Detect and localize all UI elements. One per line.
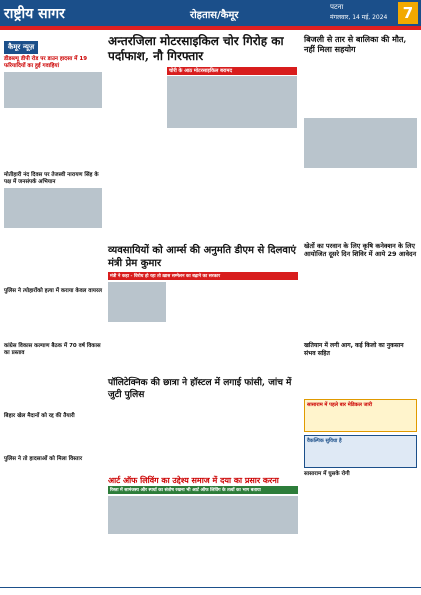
- article-body: [304, 170, 417, 240]
- headline-strap: रिस्ता में सामंजस्य और स्पर्धा का संतोष रखना भी आर्ट ऑफ लिविंग के तत्वों का भाग बताया: [108, 486, 298, 494]
- footer-rule: [0, 587, 421, 595]
- info-headline: वैकल्पिक सुविधा है: [307, 438, 342, 444]
- photo-caption-tag: चोरी के आठ मोटरसाइकिल बरामद: [167, 67, 297, 75]
- article-body: [304, 360, 417, 396]
- left-column: [4, 34, 102, 463]
- news-photo: [4, 188, 102, 228]
- article-body: [304, 56, 417, 116]
- article-body: [4, 297, 102, 341]
- article-body: [169, 282, 298, 322]
- logo: राष्ट्रीय सागर: [4, 6, 65, 22]
- article-body: [108, 403, 298, 473]
- ad-body: [307, 409, 414, 429]
- info-box: [304, 435, 417, 468]
- center-column: [108, 34, 298, 534]
- news-photo: [304, 118, 417, 168]
- region-title: रोहतास/कैमूर: [190, 10, 239, 21]
- article-body: [4, 359, 102, 411]
- article-body: [108, 67, 164, 237]
- article-body: [4, 422, 102, 454]
- right-column: [304, 34, 417, 478]
- headline: डीडब्ल्यू डीपी रोड पर डाउन हादसा में 19 फरियादियों का हुई गवाहियां: [4, 56, 88, 69]
- group-photo: [108, 496, 298, 534]
- headline: खेतों का परवान के लिए कृषि कनेक्शन के लिए आयोजित दूसरे दिन शिविर में आये 29 आवेदन: [304, 242, 417, 258]
- date-line: मंगलवार, 14 मई, 2024: [330, 14, 388, 21]
- article-body: [4, 110, 102, 170]
- main-headline: अन्तरजिला मोटरसाइकिल चोर गिरोह का पर्दाफाश, नौ गिरफ्तार: [108, 34, 284, 63]
- headline-strap: मंत्री ने कहा - विरोध हो रहा तो ख़ास सम्मेलन का बढ़ाने का सरकार: [108, 272, 298, 280]
- section-tag: कैमूर न्यूज़: [4, 41, 38, 54]
- headline: कांग्रेस विकास कल्याण बैठक में 70 वर्ष विकास का प्रस्ताव: [4, 343, 101, 356]
- headline: व्यवसायियों को आर्म्स की अनुमति डीएम से दिलवाएं मंत्री प्रेम कुमार: [108, 245, 297, 269]
- headline: मोतीहारी नंद दिवस पर तेजस्वी नारायण सिंह के पक्ष में जनसंपर्क अभियान: [4, 172, 99, 185]
- page-number: 7: [398, 2, 418, 24]
- news-photo: [4, 72, 102, 108]
- article-body: [108, 324, 298, 374]
- headline: पॉलिटेक्निक की छात्रा ने हॉस्टल में लगाई फांसी, जांच में जुटी पुलिस: [108, 378, 292, 400]
- photo-group: [167, 67, 297, 240]
- news-photo: [167, 76, 297, 128]
- info-body: [307, 445, 414, 465]
- ad-headline: सासाराम में पहले बार मेडिकल जारी: [307, 402, 372, 408]
- headline: खतियान में लगी आग, कई किलो का नुकसान संभव सहित: [304, 342, 404, 357]
- ad-box: [304, 399, 417, 432]
- article-body: [4, 230, 102, 286]
- headline: बिजली से तार से बालिका की मौत, नहीं मिला सहयोग: [304, 34, 407, 54]
- headline: सासाराम में घुसके रोगी: [304, 471, 350, 477]
- city-name: पटना: [330, 3, 344, 11]
- news-photo: [108, 282, 166, 322]
- headline: पुलिस ने तो हादसाओं को मिला विस्तार: [4, 456, 83, 462]
- headline: बिहार खेल मैदानों को रद्द की तैयारी: [4, 413, 75, 419]
- article-body: [167, 130, 297, 240]
- divider-bar: [0, 26, 421, 30]
- story-block: [108, 282, 298, 322]
- article-body: [304, 260, 417, 340]
- story-block: [108, 67, 298, 240]
- headline: पुलिस ने त्योहारोंको हत्या में कराया केवल वायरल: [4, 288, 102, 294]
- masthead: [0, 0, 421, 26]
- headline: आर्ट ऑफ लिविंग का उद्देश्य समाज में दया का प्रसार करना: [108, 475, 279, 485]
